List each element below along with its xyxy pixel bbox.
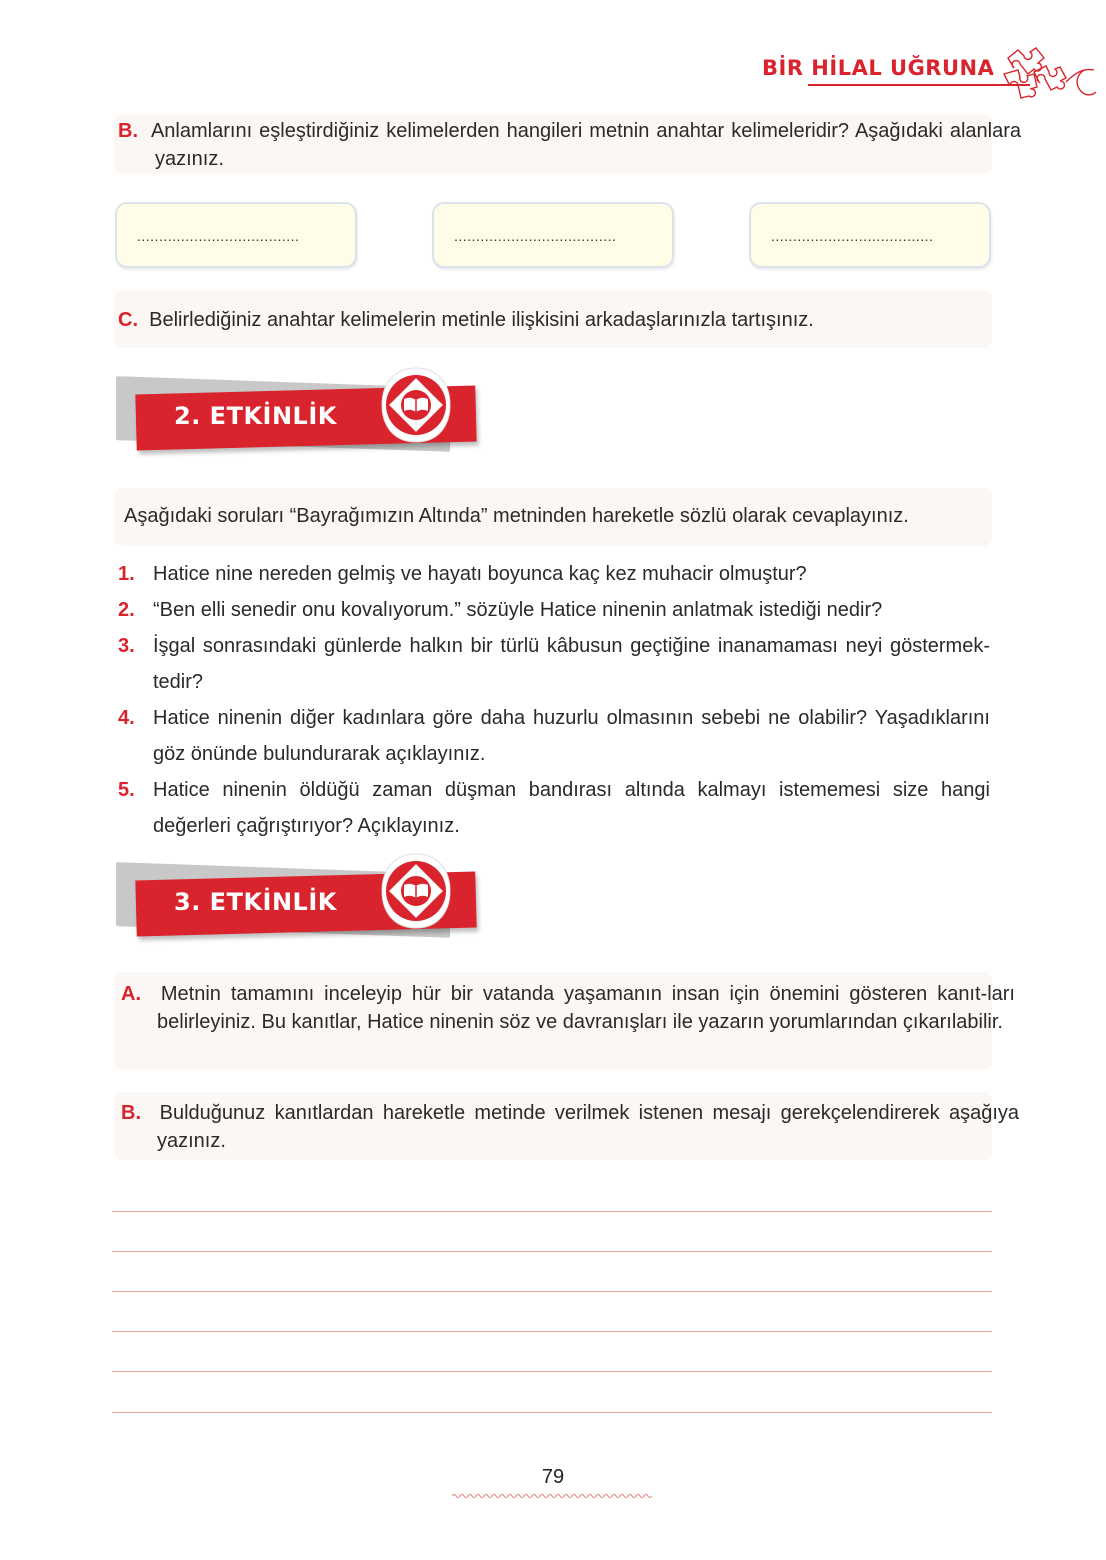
writing-line[interactable] — [112, 1371, 992, 1372]
question-b — [118, 117, 1021, 173]
answer-dots: ..................................... — [137, 228, 300, 244]
question-text: İşgal sonrasındaki günlerde halkın bir türlü kâbusun geçtiğine inanamaması neyi göstermek-tedir? — [153, 635, 990, 693]
writing-line[interactable] — [112, 1412, 992, 1413]
question-b2 — [121, 1099, 1019, 1155]
question-letter: C. — [118, 309, 138, 331]
list-item — [118, 592, 990, 628]
list-item — [118, 628, 990, 700]
writing-line[interactable] — [112, 1211, 992, 1212]
footer-wave-decoration — [452, 1492, 654, 1500]
open-book-icon — [380, 366, 452, 444]
writing-line[interactable] — [112, 1251, 992, 1252]
writing-line[interactable] — [112, 1331, 992, 1332]
question-text: Belirlediğiniz anahtar kelimelerin metinle ilişkisini arkadaşlarınızla tartışınız. — [149, 309, 814, 331]
list-item — [118, 700, 990, 772]
page-number: 79 — [541, 1466, 565, 1488]
list-item — [118, 772, 990, 844]
question-number: 3. — [118, 635, 135, 657]
answer-box-2[interactable] — [432, 202, 674, 268]
activity-2-banner — [110, 376, 490, 476]
question-c — [118, 306, 984, 334]
writing-line[interactable] — [112, 1291, 992, 1292]
question-letter: B. — [121, 1102, 141, 1124]
puzzle-pieces-icon — [996, 40, 1100, 104]
activity-label: 3. ETKİNLİK — [174, 888, 337, 916]
question-number: 5. — [118, 779, 135, 801]
question-text: Anlamlarını eşleştirdiğiniz kelimelerden hangileri metnin anahtar kelimeleridir? Aşağıdaki alanlara yazınız. — [150, 120, 1021, 170]
answer-box-1[interactable] — [115, 202, 357, 268]
answer-box-3[interactable] — [749, 202, 991, 268]
question-number: 4. — [118, 707, 135, 729]
activity-label: 2. ETKİNLİK — [174, 402, 337, 430]
question-letter: A. — [121, 983, 141, 1005]
question-text: Hatice ninenin diğer kadınlara göre daha huzurlu olmasının sebebi ne olabilir? Yaşadıklarını göz önünde bulundurarak açıklayınız. — [153, 707, 990, 765]
question-letter: B. — [118, 120, 138, 142]
answer-dots: ..................................... — [771, 228, 934, 244]
question-text: “Ben elli senedir onu kovalıyorum.” sözüyle Hatice ninenin anlatmak istediği nedir? — [153, 599, 883, 621]
header-title: BİR HİLAL UĞRUNA — [762, 56, 995, 80]
question-text: Hatice ninenin öldüğü zaman düşman bandırası altında kalmayı istememesi size hangi değerleri çağrıştırıyor? Açıklayınız. — [153, 779, 990, 837]
question-text: Bulduğunuz kanıtlardan hareketle metinde verilmek istenen mesajı gerekçelendirerek aşağıya yazınız. — [157, 1102, 1019, 1152]
activity-3-banner — [110, 862, 490, 962]
question-number: 1. — [118, 563, 135, 585]
question-a — [121, 980, 1015, 1036]
open-book-icon — [380, 852, 452, 930]
question-text: Metnin tamamını inceleyip hür bir vatanda yaşamanın insan için önemini gösteren kanıt-ları belirleyiniz. Bu kanıtlar, Hatice ninenin söz ve davranışları ile yazarın yorumlarından çıkarılabilir. — [157, 983, 1015, 1033]
activity-2-instruction: Aşağıdaki soruları “Bayrağımızın Altında” metninden hareketle sözlü olarak cevaplayınız. — [124, 505, 909, 527]
question-text: Hatice nine nereden gelmiş ve hayatı boyunca kaç kez muhacir olmuştur? — [153, 563, 807, 585]
answer-dots: ..................................... — [454, 228, 617, 244]
question-number: 2. — [118, 599, 135, 621]
list-item — [118, 556, 990, 592]
